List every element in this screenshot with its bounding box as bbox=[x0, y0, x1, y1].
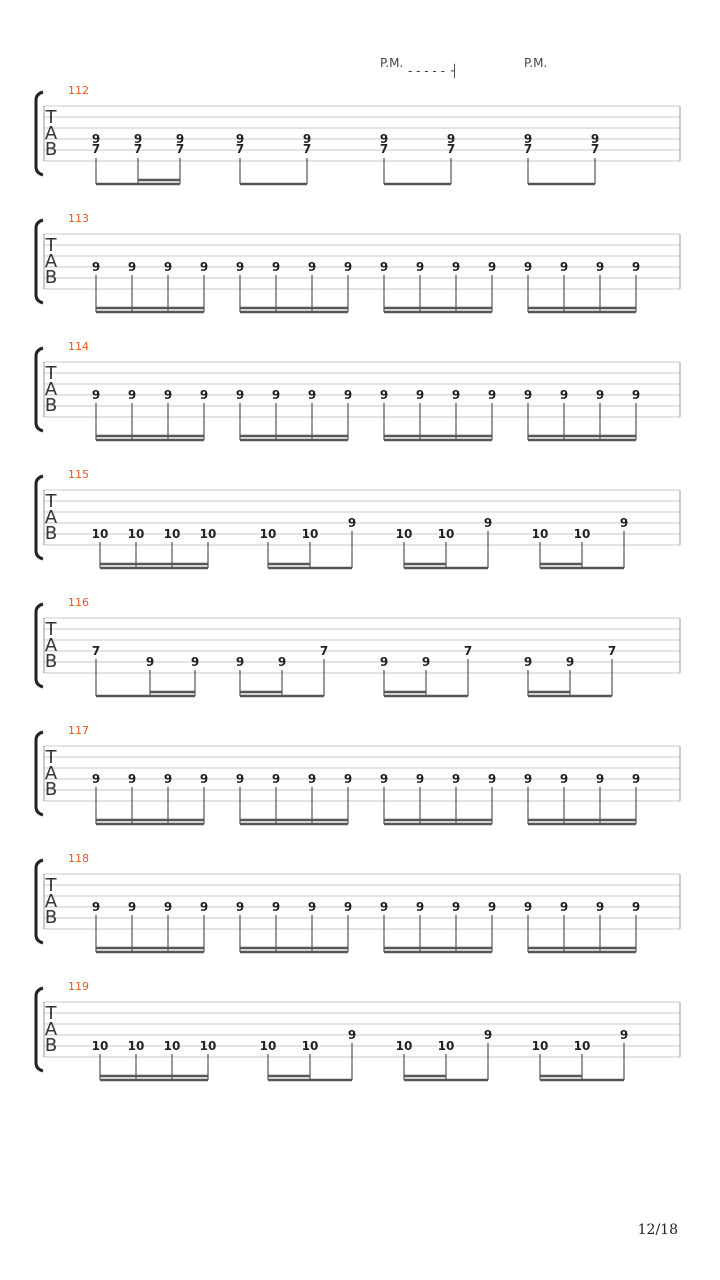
tab-clef-letter: B bbox=[44, 779, 58, 800]
tab-clef-letter: A bbox=[44, 891, 58, 912]
fret-number: 9 bbox=[379, 655, 389, 669]
tab-clef-letter: T bbox=[45, 1003, 57, 1024]
fret-number: 10 bbox=[91, 527, 109, 541]
fret-number: 9 bbox=[347, 1028, 357, 1042]
fret-number: 9 bbox=[487, 900, 497, 914]
fret-number: 9 bbox=[523, 655, 533, 669]
fret-number: 7 bbox=[523, 142, 533, 156]
fret-number: 10 bbox=[163, 1039, 181, 1053]
fret-number: 9 bbox=[595, 260, 605, 274]
fret-number: 7 bbox=[91, 644, 101, 658]
system-bracket bbox=[36, 732, 43, 815]
fret-number: 9 bbox=[271, 260, 281, 274]
fret-number: 10 bbox=[301, 1039, 319, 1053]
page-number: 12/18 bbox=[637, 1222, 678, 1238]
fret-number: 9 bbox=[595, 900, 605, 914]
fret-number: 9 bbox=[347, 516, 357, 530]
tab-clef-letter: T bbox=[45, 875, 57, 896]
tab-clef-letter: A bbox=[44, 123, 58, 144]
fret-number: 7 bbox=[235, 142, 245, 156]
fret-number: 9 bbox=[343, 260, 353, 274]
system-bracket bbox=[36, 92, 43, 175]
fret-number: 9 bbox=[619, 1028, 629, 1042]
fret-number: 10 bbox=[199, 527, 217, 541]
fret-number: 9 bbox=[343, 900, 353, 914]
fret-number: 9 bbox=[127, 260, 137, 274]
fret-number: 9 bbox=[91, 260, 101, 274]
fret-number: 9 bbox=[631, 260, 641, 274]
fret-number: 9 bbox=[175, 132, 185, 146]
fret-number: 9 bbox=[379, 772, 389, 786]
fret-number: 9 bbox=[91, 132, 101, 146]
fret-number: 9 bbox=[307, 772, 317, 786]
fret-number: 9 bbox=[127, 900, 137, 914]
fret-number: 7 bbox=[446, 142, 456, 156]
fret-number: 9 bbox=[163, 772, 173, 786]
fret-number: 9 bbox=[277, 655, 287, 669]
fret-number: 9 bbox=[415, 388, 425, 402]
tab-clef-letter: T bbox=[45, 747, 57, 768]
fret-number: 9 bbox=[163, 260, 173, 274]
fret-number: 9 bbox=[631, 388, 641, 402]
fret-number: 7 bbox=[319, 644, 329, 658]
bar-number: 113 bbox=[68, 212, 89, 225]
fret-number: 9 bbox=[631, 772, 641, 786]
fret-number: 9 bbox=[559, 772, 569, 786]
system-bracket bbox=[36, 220, 43, 303]
fret-number: 9 bbox=[631, 900, 641, 914]
fret-number: 9 bbox=[523, 132, 533, 146]
fret-number: 7 bbox=[590, 142, 600, 156]
bar-number: 116 bbox=[68, 596, 89, 609]
tab-clef-letter: B bbox=[44, 267, 58, 288]
fret-number: 9 bbox=[199, 772, 209, 786]
fret-number: 7 bbox=[607, 644, 617, 658]
fret-number: 9 bbox=[595, 772, 605, 786]
tab-clef-letter: B bbox=[44, 139, 58, 160]
fret-number: 10 bbox=[437, 527, 455, 541]
fret-number: 9 bbox=[127, 772, 137, 786]
fret-number: 9 bbox=[565, 655, 575, 669]
fret-number: 9 bbox=[91, 900, 101, 914]
fret-number: 9 bbox=[145, 655, 155, 669]
tab-clef-letter: T bbox=[45, 235, 57, 256]
fret-number: 7 bbox=[133, 142, 143, 156]
fret-number: 9 bbox=[619, 516, 629, 530]
fret-number: 9 bbox=[235, 655, 245, 669]
tab-clef-letter: B bbox=[44, 523, 58, 544]
fret-number: 9 bbox=[235, 772, 245, 786]
fret-number: 9 bbox=[235, 260, 245, 274]
fret-number: 9 bbox=[271, 772, 281, 786]
fret-number: 10 bbox=[91, 1039, 109, 1053]
bar-number: 119 bbox=[68, 980, 89, 993]
fret-number: 10 bbox=[199, 1039, 217, 1053]
bar-number: 115 bbox=[68, 468, 89, 481]
fret-number: 9 bbox=[595, 388, 605, 402]
tab-clef-letter: A bbox=[44, 251, 58, 272]
bar-number: 112 bbox=[68, 84, 89, 97]
fret-number: 9 bbox=[523, 388, 533, 402]
fret-number: 9 bbox=[523, 260, 533, 274]
fret-number: 7 bbox=[463, 644, 473, 658]
fret-number: 9 bbox=[483, 1028, 493, 1042]
fret-number: 9 bbox=[415, 772, 425, 786]
fret-number: 9 bbox=[559, 260, 569, 274]
fret-number: 9 bbox=[487, 388, 497, 402]
bar-number: 117 bbox=[68, 724, 89, 737]
fret-number: 9 bbox=[307, 260, 317, 274]
fret-number: 9 bbox=[487, 260, 497, 274]
fret-number: 10 bbox=[259, 1039, 277, 1053]
fret-number: 10 bbox=[437, 1039, 455, 1053]
fret-number: 9 bbox=[451, 772, 461, 786]
fret-number: 9 bbox=[483, 516, 493, 530]
fret-number: 9 bbox=[523, 900, 533, 914]
palm-mute-label: P.M. bbox=[524, 56, 548, 70]
fret-number: 9 bbox=[127, 388, 137, 402]
system-bracket bbox=[36, 604, 43, 687]
fret-number: 10 bbox=[301, 527, 319, 541]
fret-number: 9 bbox=[559, 900, 569, 914]
fret-number: 10 bbox=[531, 1039, 549, 1053]
tab-clef-letter: B bbox=[44, 651, 58, 672]
tab-clef-letter: B bbox=[44, 907, 58, 928]
fret-number: 7 bbox=[91, 142, 101, 156]
fret-number: 9 bbox=[523, 772, 533, 786]
fret-number: 9 bbox=[133, 132, 143, 146]
fret-number: 7 bbox=[379, 142, 389, 156]
fret-number: 10 bbox=[573, 527, 591, 541]
fret-number: 9 bbox=[379, 132, 389, 146]
bar-number: 114 bbox=[68, 340, 89, 353]
fret-number: 7 bbox=[175, 142, 185, 156]
tab-clef-letter: B bbox=[44, 395, 58, 416]
tab-clef-letter: A bbox=[44, 1019, 58, 1040]
tab-clef-letter: T bbox=[45, 619, 57, 640]
fret-number: 9 bbox=[307, 388, 317, 402]
fret-number: 9 bbox=[451, 260, 461, 274]
fret-number: 9 bbox=[199, 260, 209, 274]
fret-number: 9 bbox=[343, 388, 353, 402]
fret-number: 9 bbox=[379, 388, 389, 402]
palm-mute-end: ┤ bbox=[451, 64, 459, 78]
tab-clef-letter: T bbox=[45, 107, 57, 128]
fret-number: 10 bbox=[127, 527, 145, 541]
fret-number: 9 bbox=[590, 132, 600, 146]
fret-number: 9 bbox=[446, 132, 456, 146]
system-bracket bbox=[36, 860, 43, 943]
fret-number: 10 bbox=[259, 527, 277, 541]
fret-number: 9 bbox=[271, 900, 281, 914]
fret-number: 9 bbox=[302, 132, 312, 146]
fret-number: 9 bbox=[343, 772, 353, 786]
fret-number: 9 bbox=[415, 900, 425, 914]
system-bracket bbox=[36, 988, 43, 1071]
fret-number: 9 bbox=[235, 132, 245, 146]
fret-number: 9 bbox=[559, 388, 569, 402]
fret-number: 9 bbox=[421, 655, 431, 669]
fret-number: 10 bbox=[163, 527, 181, 541]
fret-number: 10 bbox=[395, 1039, 413, 1053]
fret-number: 9 bbox=[379, 900, 389, 914]
fret-number: 9 bbox=[91, 772, 101, 786]
tab-clef-letter: A bbox=[44, 379, 58, 400]
palm-mute-dash: - - - - - bbox=[408, 64, 445, 78]
fret-number: 9 bbox=[235, 388, 245, 402]
system-bracket bbox=[36, 348, 43, 431]
fret-number: 9 bbox=[271, 388, 281, 402]
fret-number: 9 bbox=[451, 388, 461, 402]
fret-number: 10 bbox=[573, 1039, 591, 1053]
bar-number: 118 bbox=[68, 852, 89, 865]
fret-number: 10 bbox=[127, 1039, 145, 1053]
fret-number: 9 bbox=[91, 388, 101, 402]
tab-clef-letter: A bbox=[44, 635, 58, 656]
tab-clef-letter: B bbox=[44, 1035, 58, 1056]
palm-mute-label: P.M. bbox=[380, 56, 404, 70]
fret-number: 10 bbox=[531, 527, 549, 541]
tab-clef-letter: A bbox=[44, 507, 58, 528]
fret-number: 7 bbox=[302, 142, 312, 156]
system-bracket bbox=[36, 476, 43, 559]
fret-number: 9 bbox=[451, 900, 461, 914]
fret-number: 9 bbox=[199, 900, 209, 914]
fret-number: 10 bbox=[395, 527, 413, 541]
tab-clef-letter: T bbox=[45, 491, 57, 512]
fret-number: 9 bbox=[163, 388, 173, 402]
fret-number: 9 bbox=[190, 655, 200, 669]
fret-number: 9 bbox=[379, 260, 389, 274]
fret-number: 9 bbox=[199, 388, 209, 402]
fret-number: 9 bbox=[307, 900, 317, 914]
tab-clef-letter: A bbox=[44, 763, 58, 784]
fret-number: 9 bbox=[163, 900, 173, 914]
fret-number: 9 bbox=[235, 900, 245, 914]
fret-number: 9 bbox=[487, 772, 497, 786]
fret-number: 9 bbox=[415, 260, 425, 274]
tab-clef-letter: T bbox=[45, 363, 57, 384]
